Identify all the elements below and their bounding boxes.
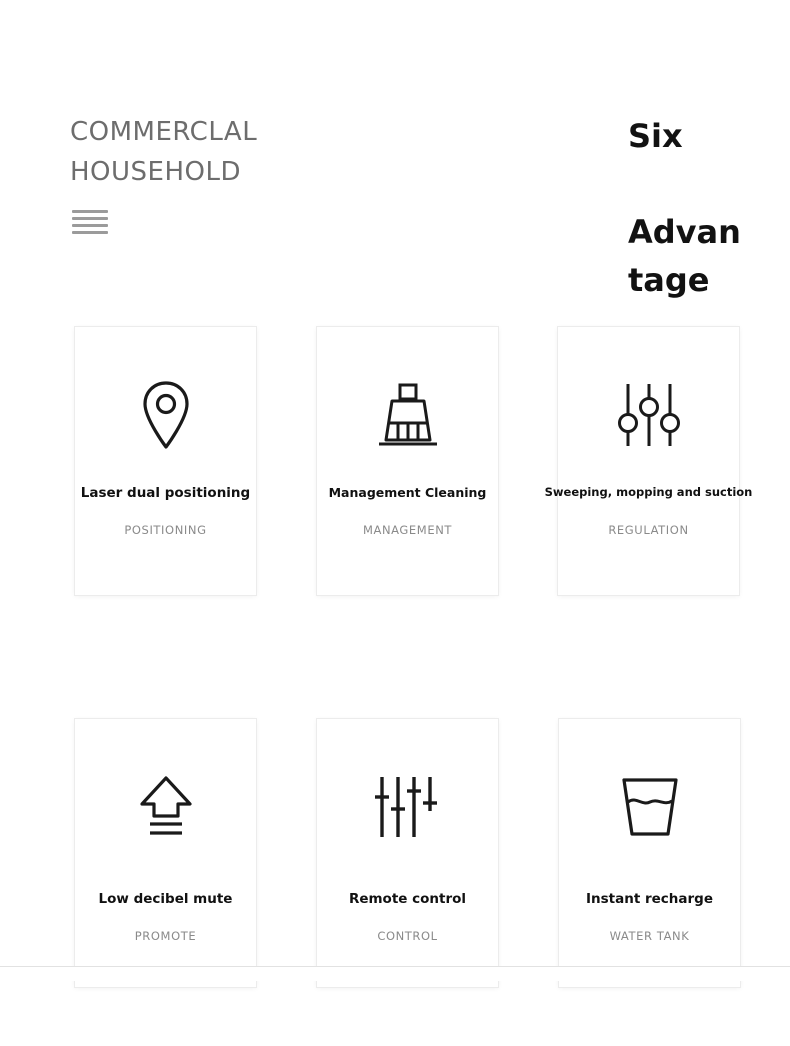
- feature-card-subtitle: MANAGEMENT: [362, 523, 453, 537]
- hamburger-icon-bar: [72, 210, 108, 213]
- feature-card-subtitle: WATER TANK: [609, 929, 690, 943]
- hamburger-icon-bar: [72, 231, 108, 234]
- equalizer-icon: [317, 767, 498, 847]
- feature-card-title: Low decibel mute: [98, 891, 233, 907]
- headline-left: [70, 112, 450, 192]
- footer-band: [0, 966, 790, 981]
- headline-left-line-1: COMMERCLAL: [70, 117, 258, 147]
- hamburger-icon-bar: [72, 217, 108, 220]
- feature-card-subtitle: CONTROL: [377, 929, 438, 943]
- feature-card-subtitle: PROMOTE: [134, 929, 197, 943]
- feature-card-title: Management Cleaning: [328, 485, 487, 500]
- headline-right: [628, 112, 778, 304]
- feature-grid: [0, 326, 790, 1046]
- feature-card-title: Instant recharge: [585, 891, 713, 907]
- feature-card-management[interactable]: [316, 326, 499, 596]
- headline-right-gap: [628, 160, 778, 208]
- feature-card-water-tank[interactable]: [558, 718, 741, 988]
- headline-left-line-2: HOUSEHOLD: [70, 157, 241, 187]
- feature-card-control[interactable]: [316, 718, 499, 988]
- upload-arrow-icon: [75, 767, 256, 847]
- sliders-icon: [558, 375, 739, 455]
- feature-card-regulation[interactable]: [544, 326, 753, 596]
- feature-card-subtitle: POSITIONING: [124, 523, 207, 537]
- location-pin-icon: [75, 375, 256, 455]
- feature-card-subtitle: REGULATION: [608, 523, 689, 537]
- feature-card-title: Laser dual positioning: [80, 485, 251, 501]
- headline-right-line-2: Advan: [628, 213, 741, 251]
- feature-card-positioning[interactable]: [74, 326, 257, 596]
- feature-card-title: Sweeping, mopping and suction: [544, 485, 753, 499]
- headline-right-line-3: tage: [628, 261, 710, 299]
- feature-card-promote[interactable]: [74, 718, 257, 988]
- hamburger-icon-bar: [72, 224, 108, 227]
- feature-row-2: [0, 686, 790, 1046]
- water-tank-icon: [559, 767, 740, 847]
- feature-row-1: [0, 326, 790, 686]
- feature-card-title: Remote control: [348, 891, 467, 907]
- hamburger-icon: [72, 210, 108, 234]
- headline-right-line-1: Six: [628, 117, 683, 155]
- broom-icon: [317, 375, 498, 455]
